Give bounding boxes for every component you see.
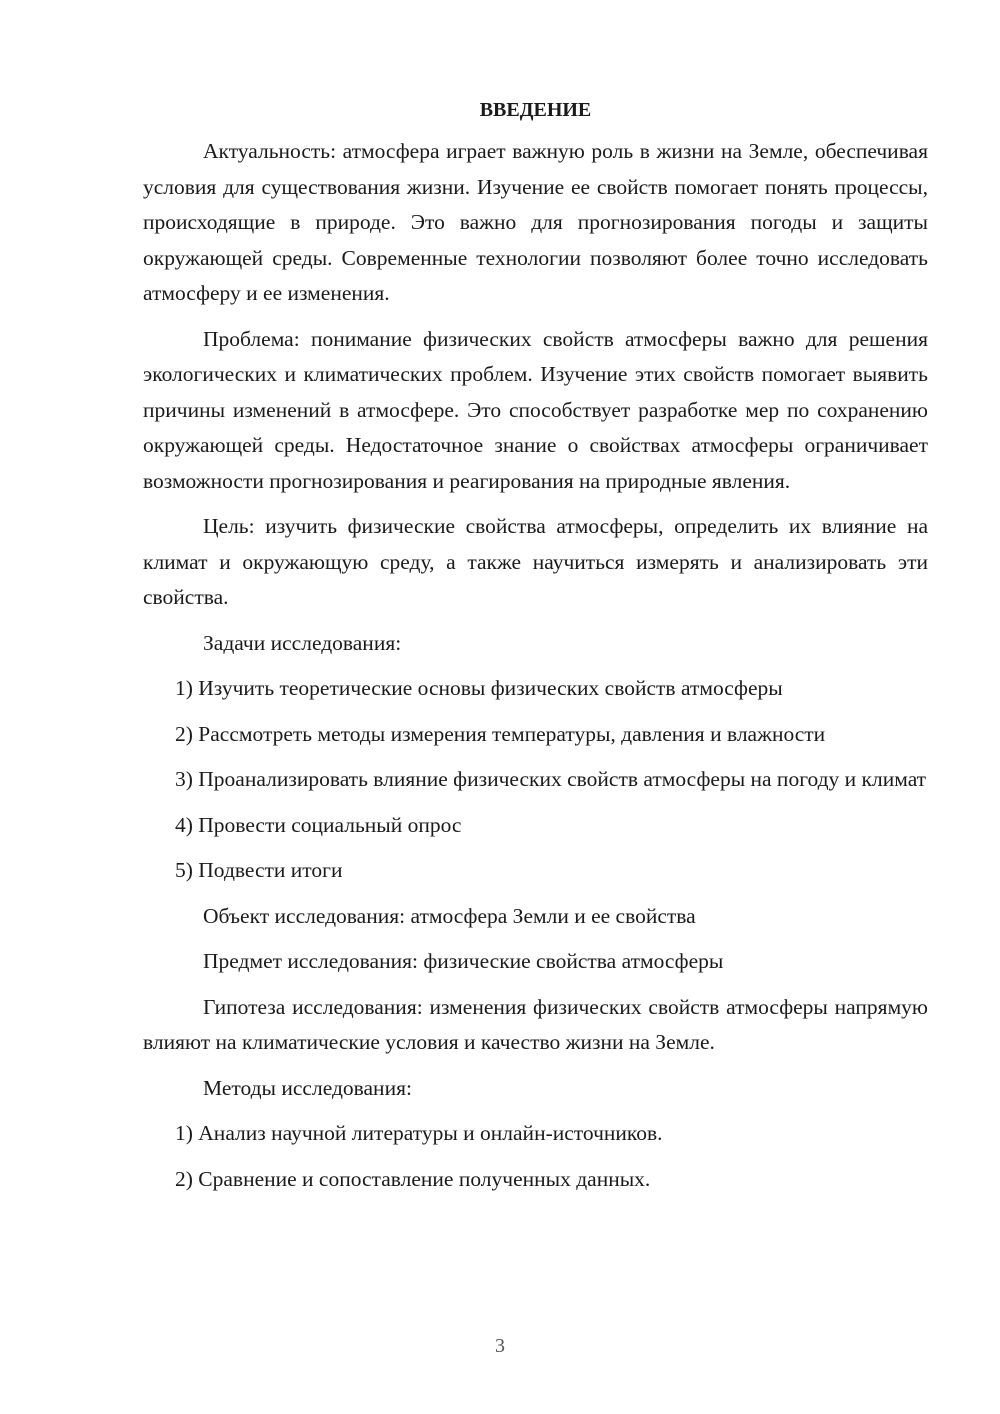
task-item: 2) Рассмотреть методы измерения температуры, давления и влажности [175, 721, 826, 746]
task-item: 5) Подвести итоги [175, 858, 343, 882]
relevance-paragraph: Актуальность: атмосфера играет важную роль в жизни на Земле, обеспечивая условия для существования жизни. Изучение ее свойств помогает понять процессы, происходящие в природе. Это важно для прогнозирования погоды и защиты окружающей среды. Современные технологии позволяют более точно исследовать атмосферу и ее изменения. [143, 139, 928, 305]
task-item: 1) Изучить теоретические основы физических свойств атмосферы [175, 676, 783, 700]
goal-paragraph: Цель: изучить физические свойства атмосферы, определить их влияние на климат и окружающую среду, а также научиться измерять и анализировать эти свойства. [143, 514, 928, 609]
problem-paragraph: Проблема: понимание физических свойств атмосферы важно для решения экологических и климатических проблем. Изучение этих свойств помогает выявить причины изменений в атмосфере. Это способствует разработке мер по сохранению окружающей среды. Недостаточное знание о свойствах атмосферы ограничивает возможности прогнозирования и реагирования на природные явления. [143, 326, 928, 493]
method-item: 2) Сравнение и сопоставление полученных данных. [175, 1166, 651, 1191]
page-number: 3 [495, 1335, 505, 1357]
method-item: 1) Анализ научной литературы и онлайн-источников. [175, 1121, 663, 1145]
tasks-heading: Задачи исследования: [203, 630, 402, 655]
page-title: ВВЕДЕНИЕ [479, 99, 592, 121]
research-object: Объект исследования: атмосфера Земли и ее свойства [203, 903, 696, 928]
document-page [143, 96, 928, 1207]
research-subject: Предмет исследования: физические свойства атмосферы [203, 949, 724, 973]
methods-heading: Методы исследования: [203, 1075, 412, 1100]
task-item: 4) Провести социальный опрос [175, 812, 462, 837]
hypothesis-paragraph: Гипотеза исследования: изменения физических свойств атмосферы напрямую влияют на климатические условия и качество жизни на Земле. [143, 994, 928, 1054]
task-item: 3) Проанализировать влияние физических свойств атмосферы на погоду и климат [175, 767, 927, 791]
